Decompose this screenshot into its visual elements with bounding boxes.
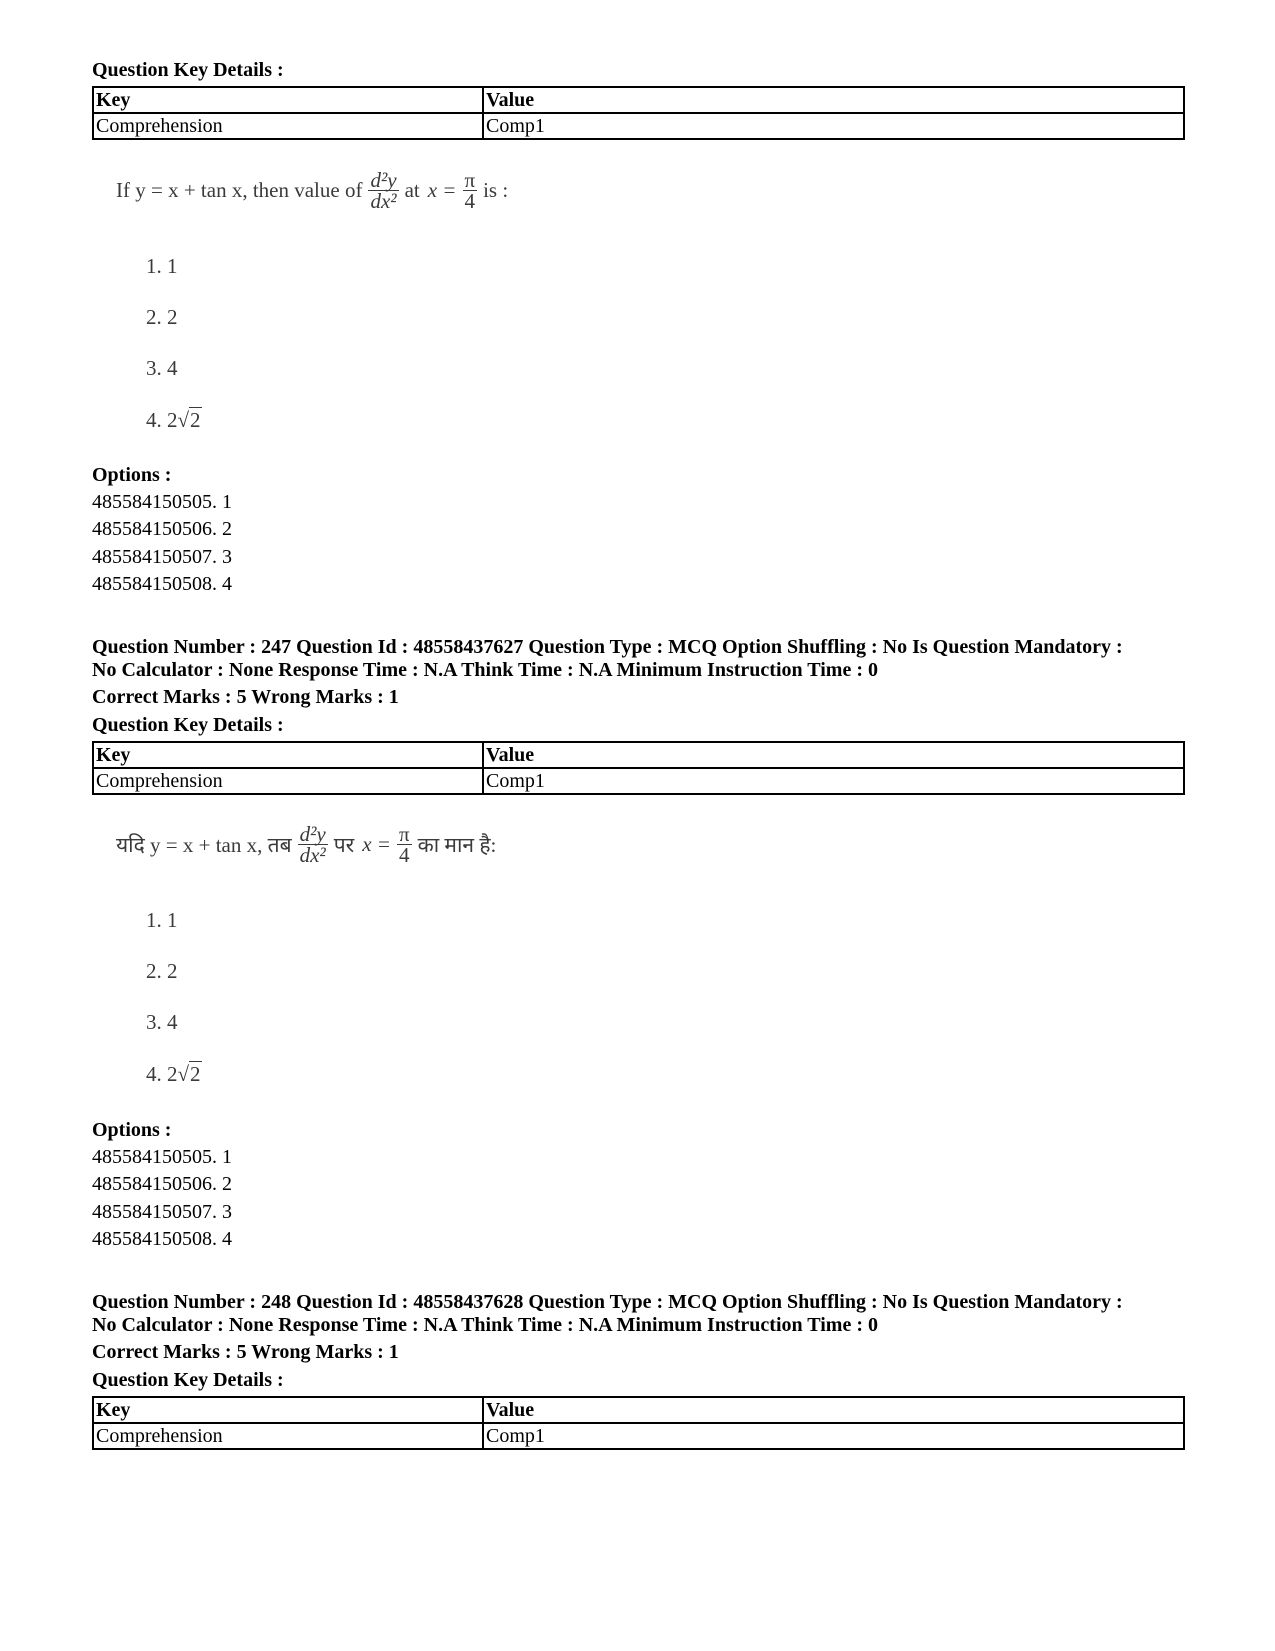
options-label: Options :: [92, 1119, 172, 1141]
table-row: [93, 768, 1184, 794]
question-header-line-2: No Calculator : None Response Time : N.A Think Time : N.A Minimum Instruction Time : 0: [92, 1314, 878, 1336]
question-key-table: [92, 1396, 1185, 1450]
key-cell: Comprehension: [93, 1423, 483, 1449]
choice-2: 2. 2: [146, 959, 178, 983]
question-key-details-label: Question Key Details :: [92, 714, 284, 736]
option-item: 485584150506. 2: [92, 1173, 232, 1195]
question-header-line-1: Question Number : 247 Question Id : 48558437627 Question Type : MCQ Option Shuffling : No Is Question Mandatory :: [92, 636, 1123, 658]
question-stem: If y = x + tan x, then value of $\frac{\text{d²y}}{\text{dx²}}$ at x = $\frac{\pi}{4}$ is :: [116, 168, 509, 213]
table-row: [93, 113, 1184, 139]
choice-3: 3. 4: [146, 1010, 178, 1034]
choice-1: 1. 1: [146, 254, 178, 278]
value-header: Value: [483, 87, 1184, 113]
option-item: 485584150507. 3: [92, 1201, 232, 1223]
value-cell: Comp1: [483, 1423, 1184, 1449]
value-cell: Comp1: [483, 768, 1184, 794]
question-key-details-label: Question Key Details :: [92, 1369, 284, 1391]
question-stem: यदि y = x + tan x, तब $\frac{\text{d²y}}{\text{dx²}}$ पर x = $\frac{\pi}{4}$ का मान है:: [116, 822, 497, 867]
value-cell: Comp1: [483, 113, 1184, 139]
question-key-table: [92, 741, 1185, 795]
square-root: √2: [177, 408, 201, 432]
option-item: 485584150508. 4: [92, 573, 232, 595]
key-cell: Comprehension: [93, 768, 483, 794]
question-header-line-2: No Calculator : None Response Time : N.A Think Time : N.A Minimum Instruction Time : 0: [92, 659, 878, 681]
option-item: 485584150505. 1: [92, 1146, 232, 1168]
option-item: 485584150507. 3: [92, 546, 232, 568]
option-item: 485584150508. 4: [92, 1228, 232, 1250]
key-header: Key: [93, 742, 483, 768]
option-item: 485584150505. 1: [92, 491, 232, 513]
table-row: [93, 1423, 1184, 1449]
choice-4: 4. 2√2: [146, 1062, 201, 1086]
second-derivative-fraction: $\frac{\text{d²y}}{\text{dx²}}$: [299, 822, 326, 867]
question-image: [92, 168, 792, 448]
options-label: Options :: [92, 464, 172, 486]
question-key-table: [92, 86, 1185, 140]
value-header: Value: [483, 742, 1184, 768]
choice-1: 1. 1: [146, 908, 178, 932]
question-header-line-1: Question Number : 248 Question Id : 48558437628 Question Type : MCQ Option Shuffling : No Is Question Mandatory :: [92, 1291, 1123, 1313]
marks-line: Correct Marks : 5 Wrong Marks : 1: [92, 1341, 399, 1363]
value-header: Value: [483, 1397, 1184, 1423]
marks-line: Correct Marks : 5 Wrong Marks : 1: [92, 686, 399, 708]
question-key-details-label: Question Key Details :: [92, 59, 284, 81]
second-derivative-fraction: $\frac{\text{d²y}}{\text{dx²}}$: [370, 168, 397, 213]
option-item: 485584150506. 2: [92, 518, 232, 540]
key-header: Key: [93, 87, 483, 113]
choice-3: 3. 4: [146, 356, 178, 380]
choice-2: 2. 2: [146, 305, 178, 329]
square-root: √2: [177, 1062, 201, 1086]
pi-over-4-fraction: $\frac{\pi}{4}$: [464, 168, 476, 213]
table-header-row: [93, 87, 1184, 113]
key-header: Key: [93, 1397, 483, 1423]
table-header-row: [93, 1397, 1184, 1423]
choice-4: 4. 2√2: [146, 408, 201, 432]
table-header-row: [93, 742, 1184, 768]
key-cell: Comprehension: [93, 113, 483, 139]
question-image: [92, 822, 792, 1102]
pi-over-4-fraction: $\frac{\pi}{4}$: [398, 822, 410, 867]
